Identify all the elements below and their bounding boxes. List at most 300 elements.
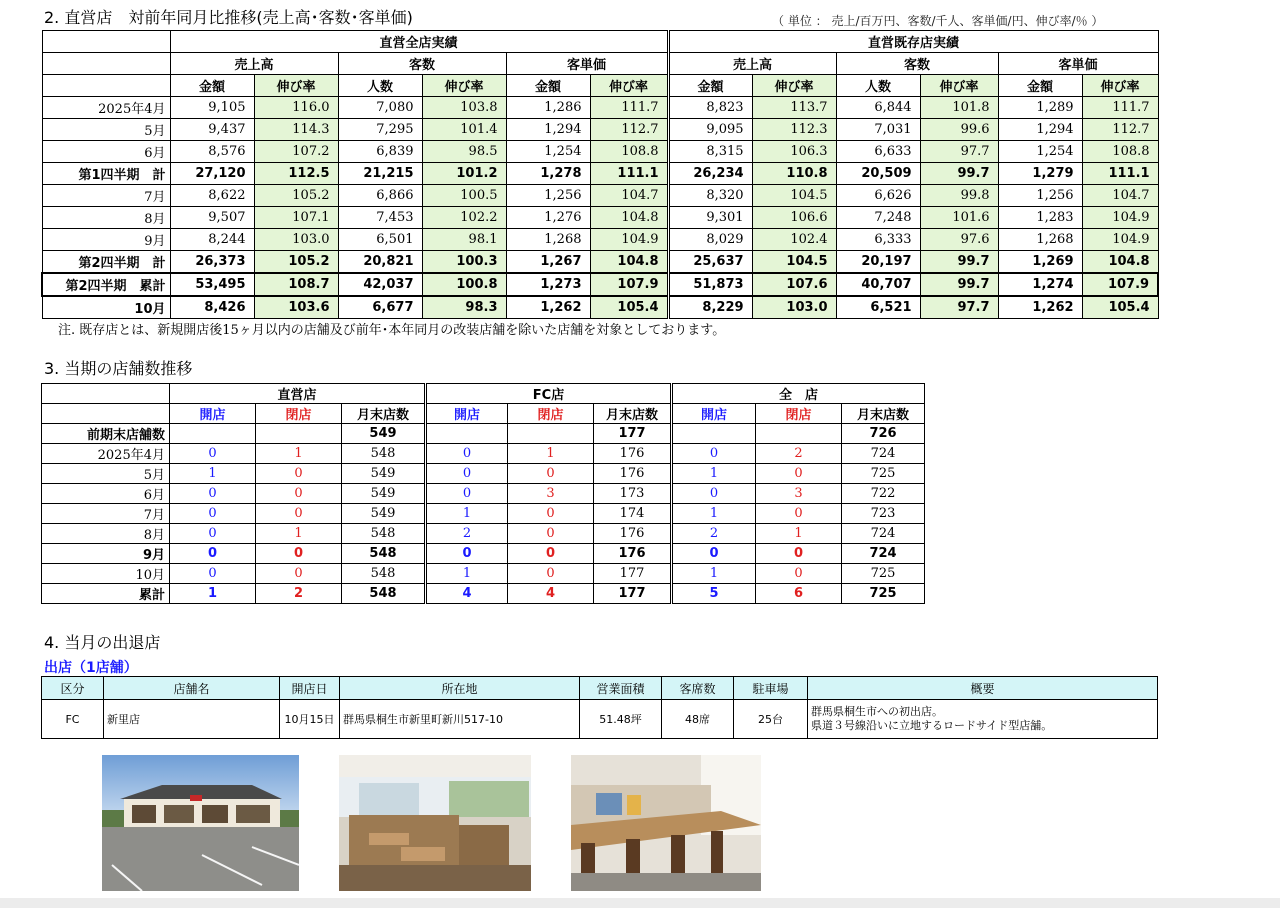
direct-close-cell [256,424,342,444]
all-value-cell: 1,268 [506,229,590,251]
table-row [42,584,925,604]
cell-address: 群馬県桐生市新里町新川517-10 [340,700,580,739]
header-corner [42,75,170,97]
direct-month-end-cell: 549 [342,484,426,504]
all-value-cell: 98.3 [422,296,506,319]
all-value-cell: 103.6 [254,296,338,319]
row-label: 6月 [42,141,170,163]
fc-close-cell: 0 [508,524,594,544]
all-value-cell: 26,373 [170,251,254,274]
existing-value-cell: 110.8 [752,163,836,185]
cell-store-name: 新里店 [104,700,280,739]
fc-close-cell: 0 [508,564,594,584]
all-value-cell: 1,286 [506,97,590,119]
fc-close-cell: 4 [508,584,594,604]
all-value-cell: 7,453 [338,207,422,229]
existing-value-cell: 26,234 [668,163,752,185]
fc-close-cell: 1 [508,444,594,464]
existing-value-cell: 99.7 [920,273,998,296]
table-row [42,484,925,504]
all-value-cell: 6,677 [338,296,422,319]
existing-value-cell: 99.8 [920,185,998,207]
direct-close-cell: 2 [256,584,342,604]
existing-value-cell: 104.7 [1082,185,1158,207]
close-header: 閉店 [508,404,594,424]
row-label: 9月 [42,229,170,251]
store-interior-counter-photo [571,755,761,891]
group-total: 全 店 [672,384,925,404]
section2-title: 2. 直営店 対前年同月比推移(売上高･客数･客単価) [44,8,413,27]
all-value-cell: 114.3 [254,119,338,141]
direct-month-end-cell: 548 [342,444,426,464]
row-label: 5月 [42,119,170,141]
all-value-cell: 111.7 [590,97,668,119]
existing-value-cell: 1,262 [998,296,1082,319]
all-value-cell: 108.7 [254,273,338,296]
section3-title: 3. 当期の店舗数推移 [44,359,193,378]
fc-month-end-cell: 177 [594,424,672,444]
existing-value-cell: 1,254 [998,141,1082,163]
row-label: 第1四半期 計 [42,163,170,185]
all-value-cell: 104.8 [590,251,668,274]
open-header: 開店 [426,404,508,424]
all-value-cell: 98.1 [422,229,506,251]
existing-value-cell: 99.7 [920,163,998,185]
all-value-cell: 1,267 [506,251,590,274]
total-month-end-cell: 725 [842,564,925,584]
fc-close-cell: 0 [508,544,594,564]
existing-value-cell: 101.6 [920,207,998,229]
direct-open-cell: 0 [170,544,256,564]
direct-open-cell: 1 [170,584,256,604]
all-value-cell: 9,507 [170,207,254,229]
openings-table [41,676,1158,739]
header-seats: 客席数 [662,677,734,700]
all-value-cell: 116.0 [254,97,338,119]
row-label: 5月 [42,464,170,484]
total-close-cell: 3 [756,484,842,504]
fc-month-end-cell: 176 [594,444,672,464]
fc-month-end-cell: 176 [594,464,672,484]
existing-value-cell: 40,707 [836,273,920,296]
all-value-cell: 103.0 [254,229,338,251]
direct-close-cell: 0 [256,504,342,524]
sub-growth-header: 伸び率 [920,75,998,97]
existing-value-cell: 1,269 [998,251,1082,274]
fc-month-end-cell: 177 [594,584,672,604]
all-value-cell: 1,278 [506,163,590,185]
fc-open-cell: 0 [426,444,508,464]
table-row [42,251,1158,274]
total-open-cell: 0 [672,484,756,504]
total-open-cell: 5 [672,584,756,604]
existing-value-cell: 112.7 [1082,119,1158,141]
total-close-cell [756,424,842,444]
header-parking: 駐車場 [734,677,808,700]
existing-value-cell: 102.4 [752,229,836,251]
fc-month-end-cell: 177 [594,564,672,584]
all-value-cell: 8,576 [170,141,254,163]
existing-value-cell: 97.6 [920,229,998,251]
all-value-cell: 6,866 [338,185,422,207]
all-value-cell: 100.3 [422,251,506,274]
cell-open-date: 10月15日 [280,700,340,739]
table-row [42,273,1158,296]
all-value-cell: 112.7 [590,119,668,141]
direct-month-end-cell: 548 [342,564,426,584]
total-month-end-cell: 722 [842,484,925,504]
direct-month-end-cell: 548 [342,584,426,604]
fc-close-cell: 3 [508,484,594,504]
table-row [42,296,1158,319]
all-value-cell: 42,037 [338,273,422,296]
fc-open-cell: 0 [426,464,508,484]
existing-value-cell: 1,274 [998,273,1082,296]
total-close-cell: 1 [756,524,842,544]
row-label: 7月 [42,504,170,524]
total-month-end-cell: 726 [842,424,925,444]
all-value-cell: 1,294 [506,119,590,141]
existing-value-cell: 106.6 [752,207,836,229]
existing-value-cell: 8,320 [668,185,752,207]
group-existing-stores: 直営既存店実績 [668,31,1158,53]
all-value-cell: 98.5 [422,141,506,163]
month-end-count-header: 月末店数 [594,404,672,424]
existing-value-cell: 8,315 [668,141,752,163]
existing-value-cell: 6,844 [836,97,920,119]
cell-seats: 48席 [662,700,734,739]
fc-open-cell: 0 [426,544,508,564]
sub-growth-header: 伸び率 [254,75,338,97]
section4-title: 4. 当月の出退店 [44,633,161,652]
existing-value-cell: 9,095 [668,119,752,141]
header-corner [42,404,170,424]
row-label: 10月 [42,296,170,319]
direct-close-cell: 0 [256,464,342,484]
existing-value-cell: 25,637 [668,251,752,274]
openings-subtitle: 出店（1店舗） [44,660,138,676]
overview-line-2: 県道３号線沿いに立地するロードサイド型店舗。 [811,719,1053,732]
existing-value-cell: 6,626 [836,185,920,207]
group-fc: FC店 [426,384,672,404]
cell-category: FC [42,700,104,739]
existing-value-cell: 97.7 [920,296,998,319]
total-open-cell: 0 [672,444,756,464]
existing-value-cell: 8,029 [668,229,752,251]
existing-value-cell: 112.3 [752,119,836,141]
existing-value-cell: 1,294 [998,119,1082,141]
table-row [42,424,925,444]
all-value-cell: 27,120 [170,163,254,185]
header-corner [42,31,170,53]
existing-value-cell: 99.6 [920,119,998,141]
total-open-cell: 1 [672,464,756,484]
total-close-cell: 0 [756,564,842,584]
total-open-cell [672,424,756,444]
store-exterior-photo [102,755,299,891]
table-row [42,119,1158,141]
fc-open-cell: 1 [426,504,508,524]
total-close-cell: 0 [756,544,842,564]
total-month-end-cell: 723 [842,504,925,524]
existing-value-cell: 108.8 [1082,141,1158,163]
total-open-cell: 2 [672,524,756,544]
sub-amount-header: 金額 [668,75,752,97]
all-value-cell: 111.1 [590,163,668,185]
direct-open-cell: 0 [170,564,256,584]
all-value-cell: 105.2 [254,251,338,274]
all-value-cell: 107.2 [254,141,338,163]
table-row [42,229,1158,251]
all-value-cell: 6,839 [338,141,422,163]
existing-value-cell: 8,823 [668,97,752,119]
existing-value-cell: 6,521 [836,296,920,319]
all-value-cell: 107.1 [254,207,338,229]
total-month-end-cell: 724 [842,444,925,464]
all-value-cell: 53,495 [170,273,254,296]
row-label: 累計 [42,584,170,604]
unit-note: （ 単位 ： 売上/百万円、客数/千人、客単価/円、伸び率/％ ） [772,14,1104,28]
existing-value-cell: 9,301 [668,207,752,229]
all-value-cell: 7,080 [338,97,422,119]
direct-month-end-cell: 549 [342,424,426,444]
existing-value-cell: 103.0 [752,296,836,319]
existing-value-cell: 97.7 [920,141,998,163]
direct-open-cell: 0 [170,504,256,524]
total-close-cell: 2 [756,444,842,464]
close-header: 閉店 [756,404,842,424]
direct-close-cell: 0 [256,484,342,504]
existing-value-cell: 99.7 [920,251,998,274]
fc-month-end-cell: 173 [594,484,672,504]
existing-value-cell: 1,283 [998,207,1082,229]
existing-value-cell: 104.5 [752,251,836,274]
open-header: 開店 [170,404,256,424]
existing-value-cell: 104.9 [1082,207,1158,229]
total-month-end-cell: 724 [842,544,925,564]
direct-month-end-cell: 549 [342,464,426,484]
table-row [42,444,925,464]
all-value-cell: 103.8 [422,97,506,119]
total-close-cell: 0 [756,464,842,484]
metric-sales: 売上高 [668,53,836,75]
table-row [42,97,1158,119]
row-label: 第2四半期 累計 [42,273,170,296]
cell-floor-area: 51.48坪 [580,700,662,739]
all-value-cell: 112.5 [254,163,338,185]
header-category: 区分 [42,677,104,700]
all-value-cell: 6,501 [338,229,422,251]
total-close-cell: 6 [756,584,842,604]
fc-open-cell [426,424,508,444]
sub-people-header: 人数 [836,75,920,97]
store-count-table [41,383,925,604]
all-value-cell: 1,262 [506,296,590,319]
all-value-cell: 100.8 [422,273,506,296]
sub-people-header: 人数 [338,75,422,97]
table-row [42,207,1158,229]
all-value-cell: 1,254 [506,141,590,163]
existing-value-cell: 104.5 [752,185,836,207]
row-label: 第2四半期 計 [42,251,170,274]
existing-store-note: 注. 既存店とは、新規開店後15ヶ月以内の店舗及び前年･本年同月の改装店舗を除いた店舗を対象としております。 [58,323,726,338]
table-row [42,504,925,524]
store-interior-booth-photo [339,755,531,891]
fc-close-cell: 0 [508,504,594,524]
all-value-cell: 104.7 [590,185,668,207]
table-row [42,141,1158,163]
table-row [42,464,925,484]
existing-value-cell: 101.8 [920,97,998,119]
all-value-cell: 9,105 [170,97,254,119]
direct-open-cell: 0 [170,524,256,544]
metric-sales: 売上高 [170,53,338,75]
fc-month-end-cell: 176 [594,544,672,564]
all-value-cell: 100.5 [422,185,506,207]
row-label: 10月 [42,564,170,584]
table-row [42,185,1158,207]
sub-amount-header: 金額 [998,75,1082,97]
existing-value-cell: 51,873 [668,273,752,296]
all-value-cell: 9,437 [170,119,254,141]
sub-growth-header: 伸び率 [590,75,668,97]
existing-value-cell: 20,197 [836,251,920,274]
row-label: 前期末店舗数 [42,424,170,444]
direct-open-cell: 1 [170,464,256,484]
fc-open-cell: 2 [426,524,508,544]
total-month-end-cell: 725 [842,464,925,484]
close-header: 閉店 [256,404,342,424]
all-value-cell: 102.2 [422,207,506,229]
table-row [42,524,925,544]
all-value-cell: 21,215 [338,163,422,185]
total-month-end-cell: 724 [842,524,925,544]
row-label: 8月 [42,207,170,229]
existing-value-cell: 105.4 [1082,296,1158,319]
row-label: 9月 [42,544,170,564]
all-value-cell: 107.9 [590,273,668,296]
metric-unit-price: 客単価 [506,53,668,75]
existing-value-cell: 8,229 [668,296,752,319]
page-bottom-bar [0,898,1280,908]
all-value-cell: 105.4 [590,296,668,319]
header-corner [42,384,170,404]
open-header: 開店 [672,404,756,424]
total-month-end-cell: 725 [842,584,925,604]
all-value-cell: 7,295 [338,119,422,141]
existing-value-cell: 106.3 [752,141,836,163]
direct-open-cell: 0 [170,444,256,464]
all-value-cell: 1,256 [506,185,590,207]
total-open-cell: 0 [672,544,756,564]
cell-overview [808,700,1158,739]
fc-month-end-cell: 176 [594,524,672,544]
header-overview: 概要 [808,677,1158,700]
total-open-cell: 1 [672,504,756,524]
direct-month-end-cell: 549 [342,504,426,524]
month-end-count-header: 月末店数 [842,404,925,424]
table-row [42,163,1158,185]
row-label: 2025年4月 [42,444,170,464]
all-value-cell: 8,426 [170,296,254,319]
existing-value-cell: 7,248 [836,207,920,229]
existing-value-cell: 1,256 [998,185,1082,207]
cell-parking: 25台 [734,700,808,739]
direct-open-cell [170,424,256,444]
existing-value-cell: 20,509 [836,163,920,185]
total-close-cell: 0 [756,504,842,524]
metric-customers: 客数 [338,53,506,75]
existing-value-cell: 104.9 [1082,229,1158,251]
row-label: 8月 [42,524,170,544]
existing-value-cell: 107.9 [1082,273,1158,296]
direct-close-cell: 0 [256,564,342,584]
existing-value-cell: 1,289 [998,97,1082,119]
row-label: 2025年4月 [42,97,170,119]
header-floor-area: 営業面積 [580,677,662,700]
total-open-cell: 1 [672,564,756,584]
sales-comparison-table [41,30,1159,319]
direct-close-cell: 1 [256,524,342,544]
all-value-cell: 20,821 [338,251,422,274]
metric-unit-price: 客単価 [998,53,1158,75]
all-value-cell: 8,622 [170,185,254,207]
fc-open-cell: 4 [426,584,508,604]
direct-month-end-cell: 548 [342,524,426,544]
existing-value-cell: 7,031 [836,119,920,141]
all-value-cell: 1,276 [506,207,590,229]
direct-close-cell: 0 [256,544,342,564]
all-value-cell: 104.9 [590,229,668,251]
group-direct: 直営店 [170,384,426,404]
fc-month-end-cell: 174 [594,504,672,524]
direct-open-cell: 0 [170,484,256,504]
existing-value-cell: 113.7 [752,97,836,119]
header-address: 所在地 [340,677,580,700]
existing-value-cell: 111.1 [1082,163,1158,185]
fc-open-cell: 0 [426,484,508,504]
sub-amount-header: 金額 [170,75,254,97]
existing-value-cell: 1,268 [998,229,1082,251]
existing-value-cell: 6,333 [836,229,920,251]
existing-value-cell: 107.6 [752,273,836,296]
all-value-cell: 101.2 [422,163,506,185]
all-value-cell: 108.8 [590,141,668,163]
existing-value-cell: 111.7 [1082,97,1158,119]
row-label: 7月 [42,185,170,207]
all-value-cell: 1,273 [506,273,590,296]
month-end-count-header: 月末店数 [342,404,426,424]
direct-close-cell: 1 [256,444,342,464]
header-corner [42,53,170,75]
sub-amount-header: 金額 [506,75,590,97]
fc-open-cell: 1 [426,564,508,584]
sub-growth-header: 伸び率 [752,75,836,97]
fc-close-cell: 0 [508,464,594,484]
fc-close-cell [508,424,594,444]
overview-line-1: 群馬県桐生市への初出店。 [811,705,943,718]
metric-customers: 客数 [836,53,998,75]
existing-value-cell: 1,279 [998,163,1082,185]
table-row [42,544,925,564]
all-value-cell: 105.2 [254,185,338,207]
all-value-cell: 104.8 [590,207,668,229]
sub-growth-header: 伸び率 [422,75,506,97]
group-all-stores: 直営全店実績 [170,31,668,53]
table-row [42,564,925,584]
direct-month-end-cell: 548 [342,544,426,564]
row-label: 6月 [42,484,170,504]
